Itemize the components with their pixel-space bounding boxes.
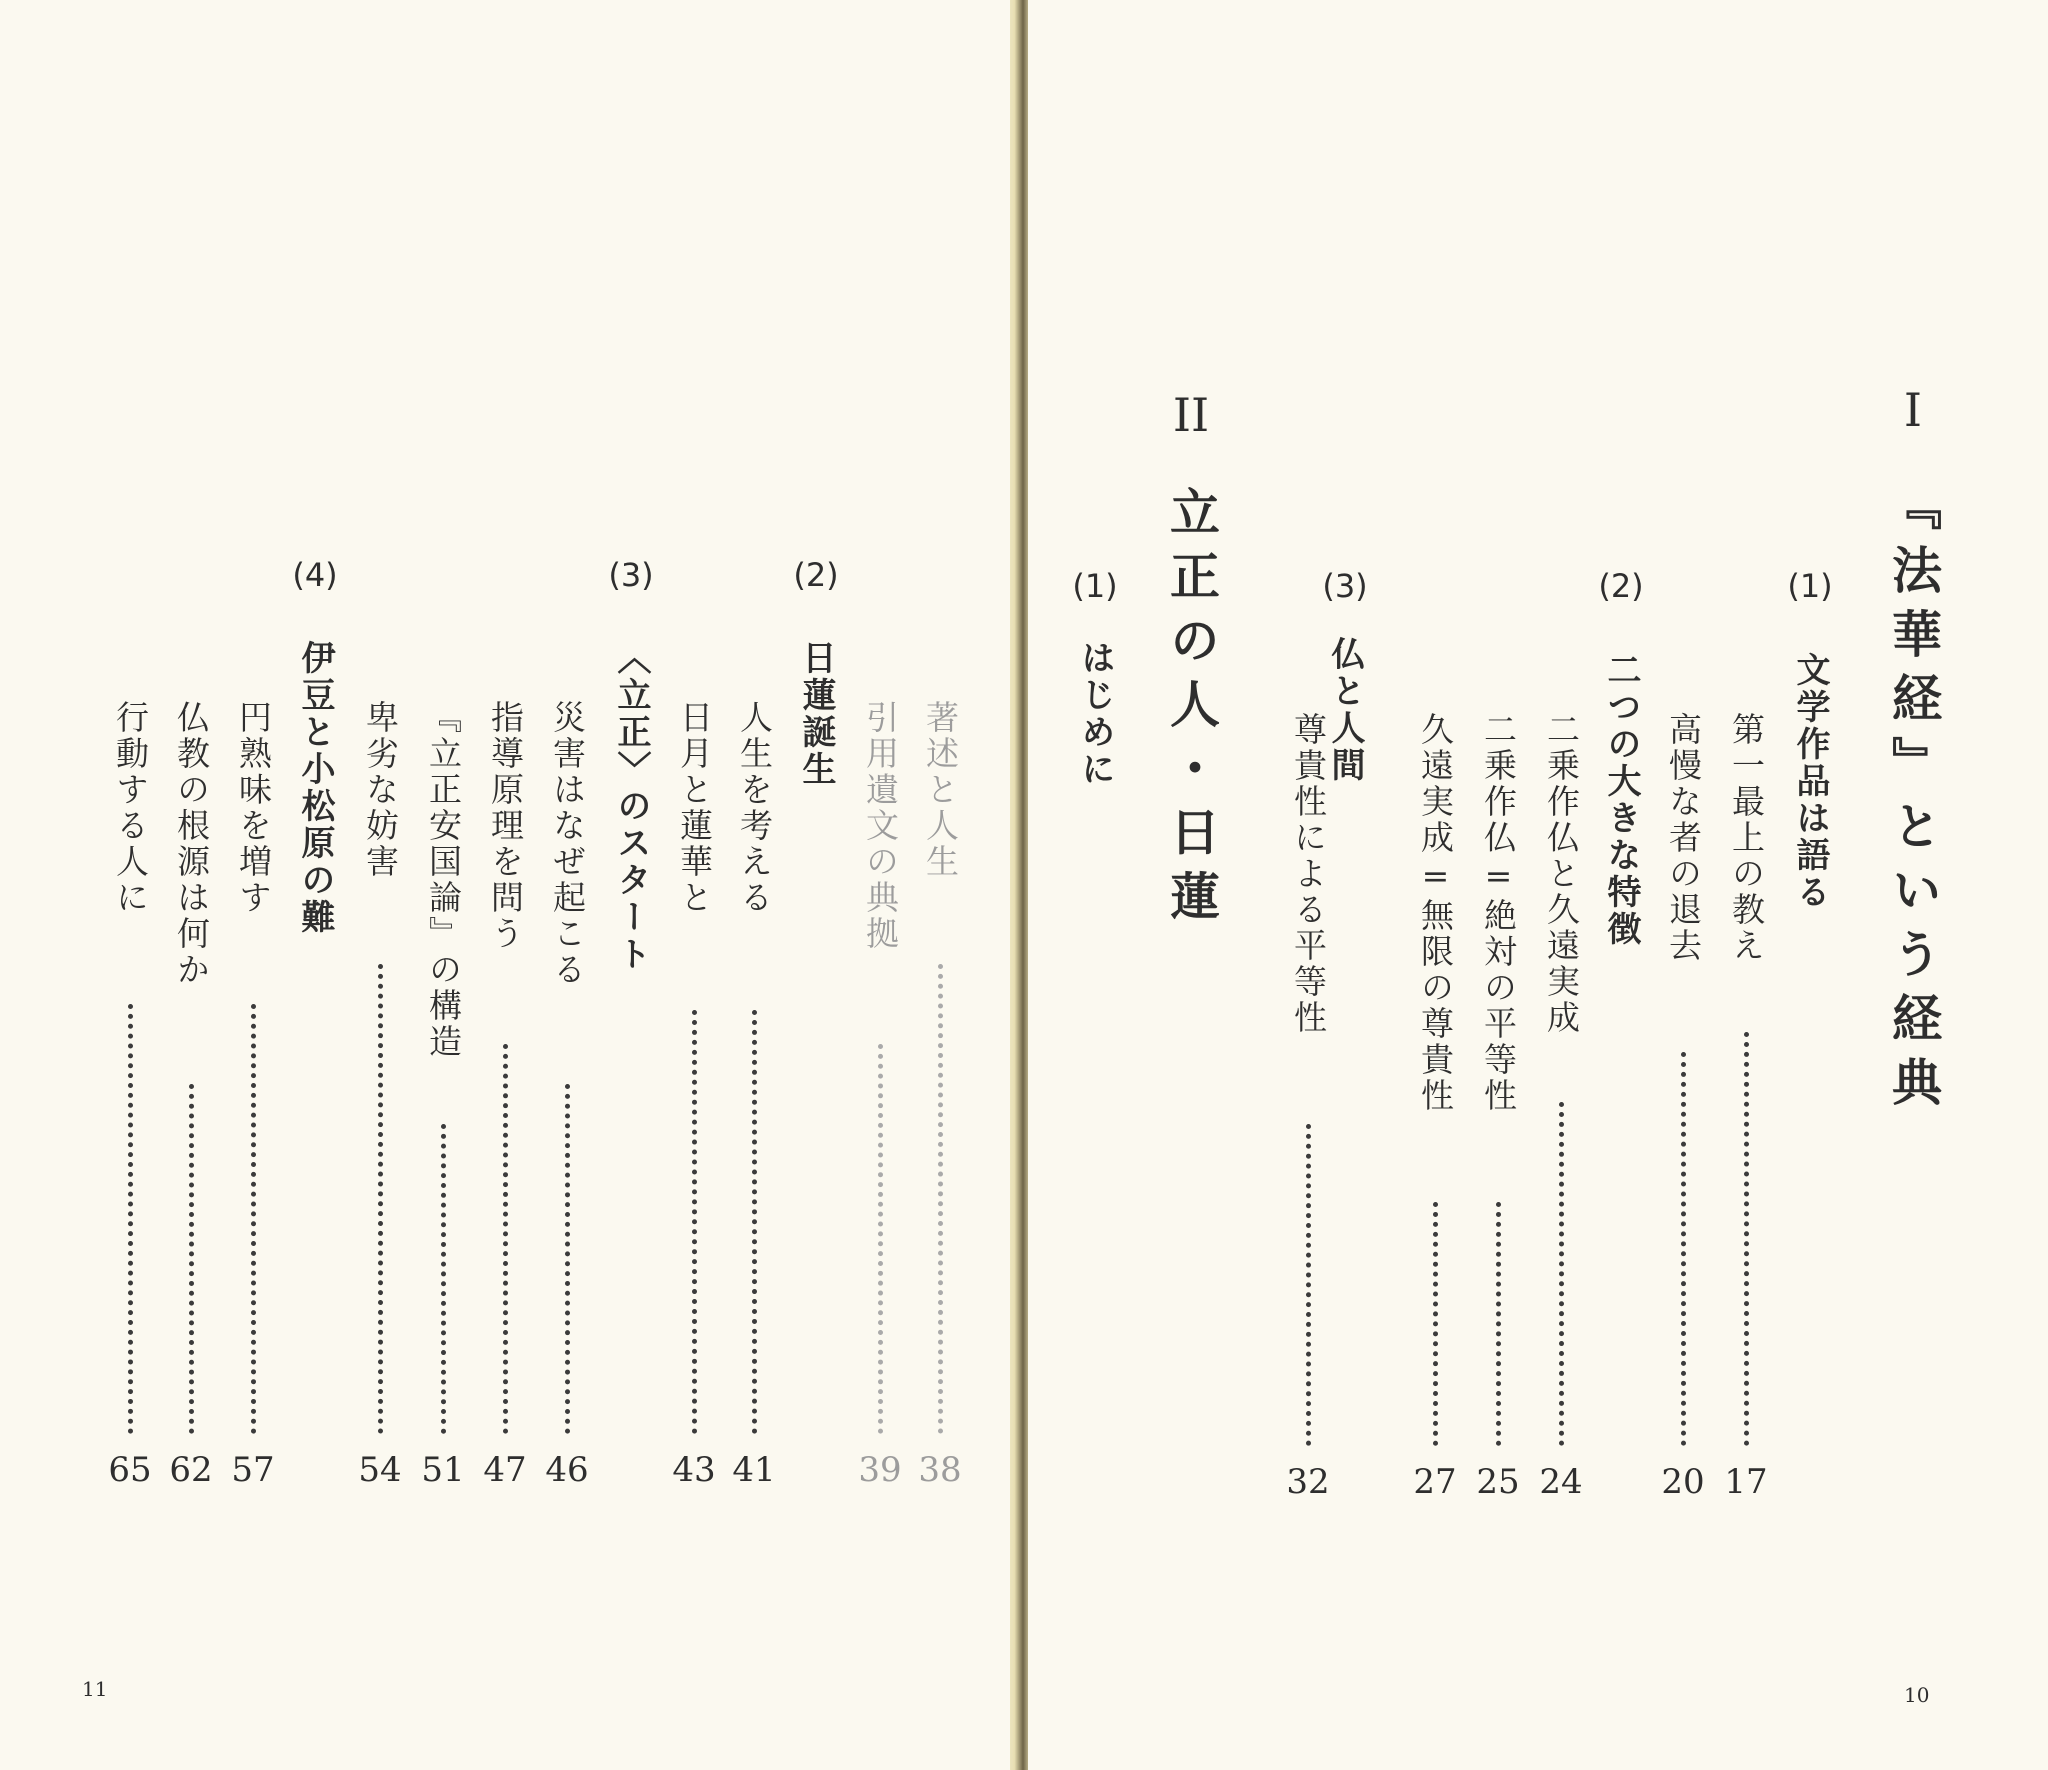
page-number: 10 — [1904, 1683, 1930, 1707]
dot-leader — [878, 1044, 883, 1434]
section-2-2-title-text: 日蓮誕生 — [796, 640, 836, 788]
toc-entry-title: 卑劣な妨害 — [361, 700, 400, 880]
dot-leader — [1306, 1124, 1311, 1446]
dot-leader — [1559, 1102, 1564, 1446]
toc-entry-page: 24 — [1539, 1462, 1583, 1502]
section-2-3-marker: (3) — [608, 556, 654, 594]
section-1-3-title-text: 仏と人間 — [1325, 636, 1365, 784]
toc-entry-title: 著述と人生 — [921, 700, 960, 880]
dot-leader — [1744, 1032, 1749, 1446]
chapter-1-title-text: 『法華経』という経典 — [1884, 480, 1942, 1120]
dot-leader — [378, 964, 383, 1434]
toc-entry-title: 仏教の根源は何か — [172, 700, 211, 988]
dot-leader — [189, 1084, 194, 1434]
toc-entry-title: 第一最上の教え — [1727, 712, 1766, 964]
toc-entry-title: 『立正安国論』の構造 — [424, 700, 463, 1060]
dot-leader — [441, 1124, 446, 1434]
dot-leader — [503, 1044, 508, 1434]
toc-entry-page: 46 — [545, 1450, 589, 1490]
dot-leader — [128, 1004, 133, 1434]
dot-leader — [1433, 1202, 1438, 1446]
toc-entry-title: 指導原理を問う — [486, 700, 525, 952]
toc-entry-page: 54 — [358, 1450, 402, 1490]
toc-entry-page: 17 — [1724, 1462, 1768, 1502]
section-2-4-title-text: 伊豆と小松原の難 — [295, 640, 335, 936]
toc-entry-title: 円熟味を増す — [234, 700, 273, 916]
dot-leader — [1681, 1052, 1686, 1446]
toc-entry-title: 久遠実成=無限の尊貴性 — [1416, 712, 1455, 1114]
toc-entry-title: 引用遺文の典拠 — [861, 700, 900, 952]
section-1-2-marker: (2) — [1598, 567, 1644, 605]
toc-page-10 — [1028, 0, 2048, 1770]
toc-entry-title: 高慢な者の退去 — [1664, 712, 1703, 964]
dot-leader — [565, 1084, 570, 1434]
toc-entry-page: 51 — [421, 1450, 465, 1490]
section-1-2-title-text: 二つの大きな特徴 — [1601, 652, 1641, 948]
section-1-1-title-text: 文学作品は語る — [1790, 652, 1830, 911]
toc-entry-page: 27 — [1413, 1462, 1457, 1502]
toc-entry-title: 尊貴性による平等性 — [1289, 712, 1328, 1036]
section-1-3-marker: (3) — [1322, 567, 1368, 605]
chapter-2-title-text: 立正の人・日蓮 — [1162, 486, 1220, 934]
toc-entry-page: 57 — [231, 1450, 275, 1490]
toc-entry-page: 43 — [672, 1450, 716, 1490]
toc-entry-title: 人生を考える — [735, 700, 774, 916]
toc-entry-page: 65 — [108, 1450, 152, 1490]
chapter-2-numeral: II — [1172, 388, 1210, 442]
chapter-1-numeral: I — [1903, 383, 1923, 437]
dot-leader — [1496, 1202, 1501, 1446]
toc-entry-title: 災害はなぜ起こる — [548, 700, 587, 988]
toc-entry-title: 行動する人に — [111, 700, 150, 916]
dot-leader — [752, 1010, 757, 1434]
toc-entry-page: 41 — [732, 1450, 776, 1490]
toc-entry-page: 39 — [858, 1450, 902, 1490]
section-2-3-title-text: 〈立正〉のスタート — [611, 640, 651, 973]
dot-leader — [251, 1004, 256, 1434]
section-2-1-title-text: はじめに — [1075, 640, 1115, 788]
toc-entry-title: 二乗作仏と久遠実成 — [1542, 712, 1581, 1036]
section-2-2-marker: (2) — [793, 556, 839, 594]
dot-leader — [938, 964, 943, 1434]
section-2-1-marker: (1) — [1072, 567, 1118, 605]
section-1-1-marker: (1) — [1787, 567, 1833, 605]
dot-leader — [692, 1010, 697, 1434]
toc-entry-page: 20 — [1661, 1462, 1705, 1502]
toc-entry-page: 25 — [1476, 1462, 1520, 1502]
toc-entry-page: 47 — [483, 1450, 527, 1490]
toc-entry-page: 32 — [1286, 1462, 1330, 1502]
page-number: 11 — [82, 1677, 108, 1701]
section-2-4-marker: (4) — [292, 556, 338, 594]
toc-page-11 — [0, 0, 1010, 1770]
toc-entry-page: 38 — [918, 1450, 962, 1490]
toc-entry-title: 日月と蓮華と — [675, 700, 714, 916]
toc-entry-page: 62 — [169, 1450, 213, 1490]
toc-entry-title: 二乗作仏=絶対の平等性 — [1479, 712, 1518, 1114]
